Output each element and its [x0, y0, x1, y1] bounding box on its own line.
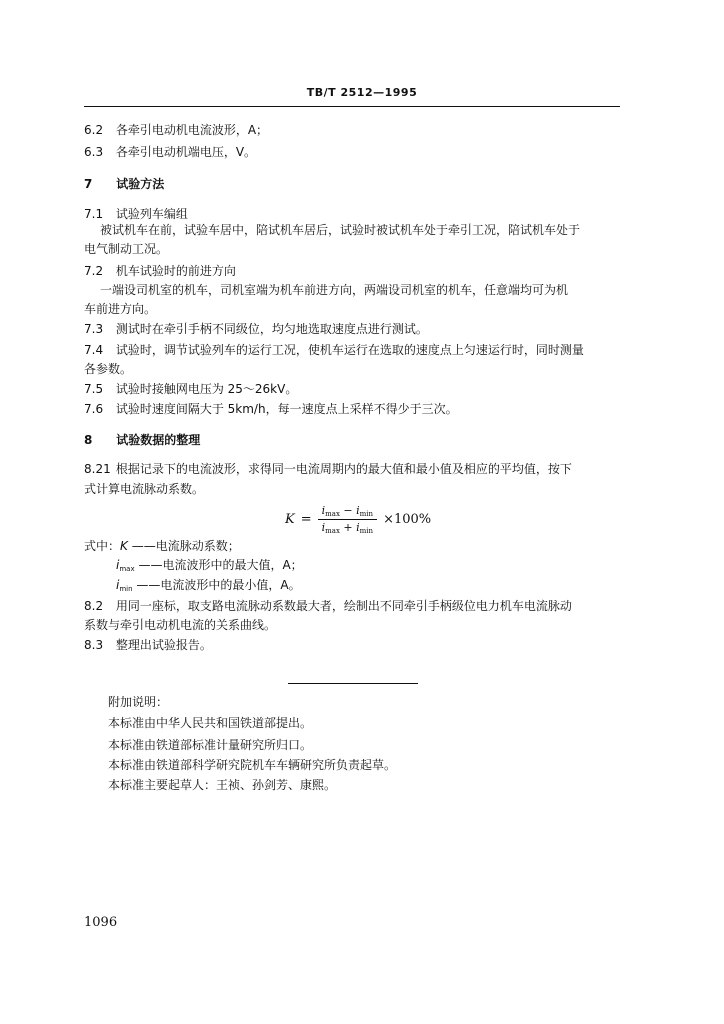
clause-7-3: [84, 321, 428, 337]
denominator-symbol-b: i: [356, 520, 360, 534]
clause-text: 根据记录下的电流波形，求得同一电流周期内的最大值和最小值及相应的平均值，按下: [115, 462, 572, 476]
standard-code-header: TB/T 2512—1995: [306, 86, 418, 99]
variable-symbol: i: [116, 578, 120, 592]
clause-7-4-line1: [84, 342, 584, 358]
clause-title: 机车试验时的前进方向: [115, 264, 236, 278]
formula-lhs: K: [285, 511, 295, 527]
notes-line-3: 本标准由铁道部科学研究院机车车辆研究所负责起草。: [108, 758, 397, 772]
clause-text: 试验时速度间隔大于 5km/h，每一速度点上采样不得少于三次。: [115, 402, 458, 416]
clause-7-6: [84, 401, 458, 417]
clause-7-5: [84, 381, 297, 397]
variable-subscript: min: [119, 585, 133, 593]
variable-imin-definition: [116, 577, 301, 597]
numerator-sub-b: min: [359, 509, 374, 518]
section-8-heading: [84, 432, 200, 448]
numerator-symbol-b: i: [356, 503, 360, 517]
clause-number: 6.2: [84, 123, 104, 137]
where-label: 式中：: [84, 539, 121, 553]
formula-numerator: [318, 504, 377, 520]
clause-number: 7.3: [84, 322, 104, 336]
clause-number: 7.4: [84, 343, 104, 357]
separator-rule: [288, 683, 418, 684]
clause-number: 8.2: [84, 599, 104, 613]
clause-text: 试验时，调节试验列车的运行工况，使机车运行在选取的速度点上匀速运行时，同时测量: [115, 343, 584, 357]
variable-description: ——电流波形中的最大值，A；: [138, 558, 303, 572]
clause-text: 各牵引电动机端电压，V。: [115, 145, 257, 159]
clause-8-21-line2: 式计算电流脉动系数。: [84, 482, 205, 496]
clause-7-4-line2: 各参数。: [84, 362, 133, 376]
formula-fraction: [318, 504, 377, 535]
clause-7-1-heading: [84, 206, 188, 222]
header-rule: [84, 106, 620, 107]
variable-description: ——电流波形中的最小值，A。: [136, 578, 301, 592]
clause-text: 试验时接触网电压为 25～26kV。: [115, 382, 298, 396]
page-number: 1096: [84, 915, 118, 930]
clause-8-21-line1: [84, 461, 572, 477]
numerator-symbol-a: i: [321, 503, 326, 517]
notes-line-1: 本标准由中华人民共和国铁道部提出。: [108, 716, 313, 730]
section-7-heading: [84, 176, 164, 192]
variable-description: ——电流脉动系数；: [131, 539, 240, 553]
clause-title: 试验列车编组: [115, 207, 188, 221]
notes-line-4: 本标准主要起草人：王祯、孙剑芳、康熙。: [108, 778, 337, 792]
clause-7-2-text-line1: 一端设司机室的机车，司机室端为机车前进方向，两端设司机室的机车，任意端均可为机: [100, 283, 569, 297]
clause-7-2-text-line2: 车前进方向。: [84, 302, 157, 316]
section-number: 7: [84, 177, 93, 191]
notes-title: 附加说明：: [108, 695, 169, 709]
clause-8-2-line2: 系数与牵引电动机电流的关系曲线。: [84, 618, 277, 632]
clause-number: 8.3: [84, 638, 104, 652]
variable-symbol: i: [116, 558, 120, 572]
variable-subscript: max: [119, 565, 135, 573]
variable-k-definition: [84, 538, 240, 554]
denominator-symbol-a: i: [321, 520, 326, 534]
clause-text: 用同一座标，取支路电流脉动系数最大者，绘制出不同牵引手柄级位电力机车电流脉动: [115, 599, 572, 613]
formula-denominator: [318, 520, 377, 535]
clause-7-1-text-line1: 被试机车在前，试验车居中，陪试机车居后，试验时被试机车处于牵引工况，陪试机车处于: [100, 223, 581, 237]
clause-6-2: [84, 122, 268, 138]
denominator-sub-b: min: [359, 526, 374, 535]
clause-number: 8.21: [84, 462, 111, 476]
variable-imax-definition: [116, 557, 303, 577]
clause-number: 6.3: [84, 145, 104, 159]
clause-text: 各牵引电动机电流波形，A；: [115, 123, 269, 137]
clause-number: 7.2: [84, 264, 104, 278]
formula-multiplier: ×100%: [383, 511, 432, 527]
section-title: 试验方法: [116, 177, 165, 191]
section-number: 8: [84, 433, 93, 447]
notes-line-2: 本标准由铁道部标准计量研究所归口。: [108, 738, 313, 752]
clause-number: 7.6: [84, 402, 104, 416]
clause-number: 7.1: [84, 207, 104, 221]
denominator-sub-a: max: [325, 526, 340, 535]
clause-6-3: [84, 144, 256, 160]
clause-8-3: [84, 637, 212, 653]
pulsation-formula: [285, 502, 431, 536]
clause-8-2-line1: [84, 598, 572, 614]
variable-symbol: K: [120, 539, 128, 553]
clause-text: 整理出试验报告。: [115, 638, 212, 652]
clause-7-1-text-line2: 电气制动工况。: [84, 242, 169, 256]
clause-text: 测试时在牵引手柄不同级位，均匀地选取速度点进行测试。: [115, 322, 428, 336]
plus-sign: +: [343, 520, 353, 534]
clause-7-2-heading: [84, 263, 236, 279]
formula-equals: =: [300, 511, 312, 527]
clause-number: 7.5: [84, 382, 104, 396]
section-title: 试验数据的整理: [116, 433, 201, 447]
numerator-sub-a: max: [325, 509, 340, 518]
minus-sign: −: [343, 503, 353, 517]
